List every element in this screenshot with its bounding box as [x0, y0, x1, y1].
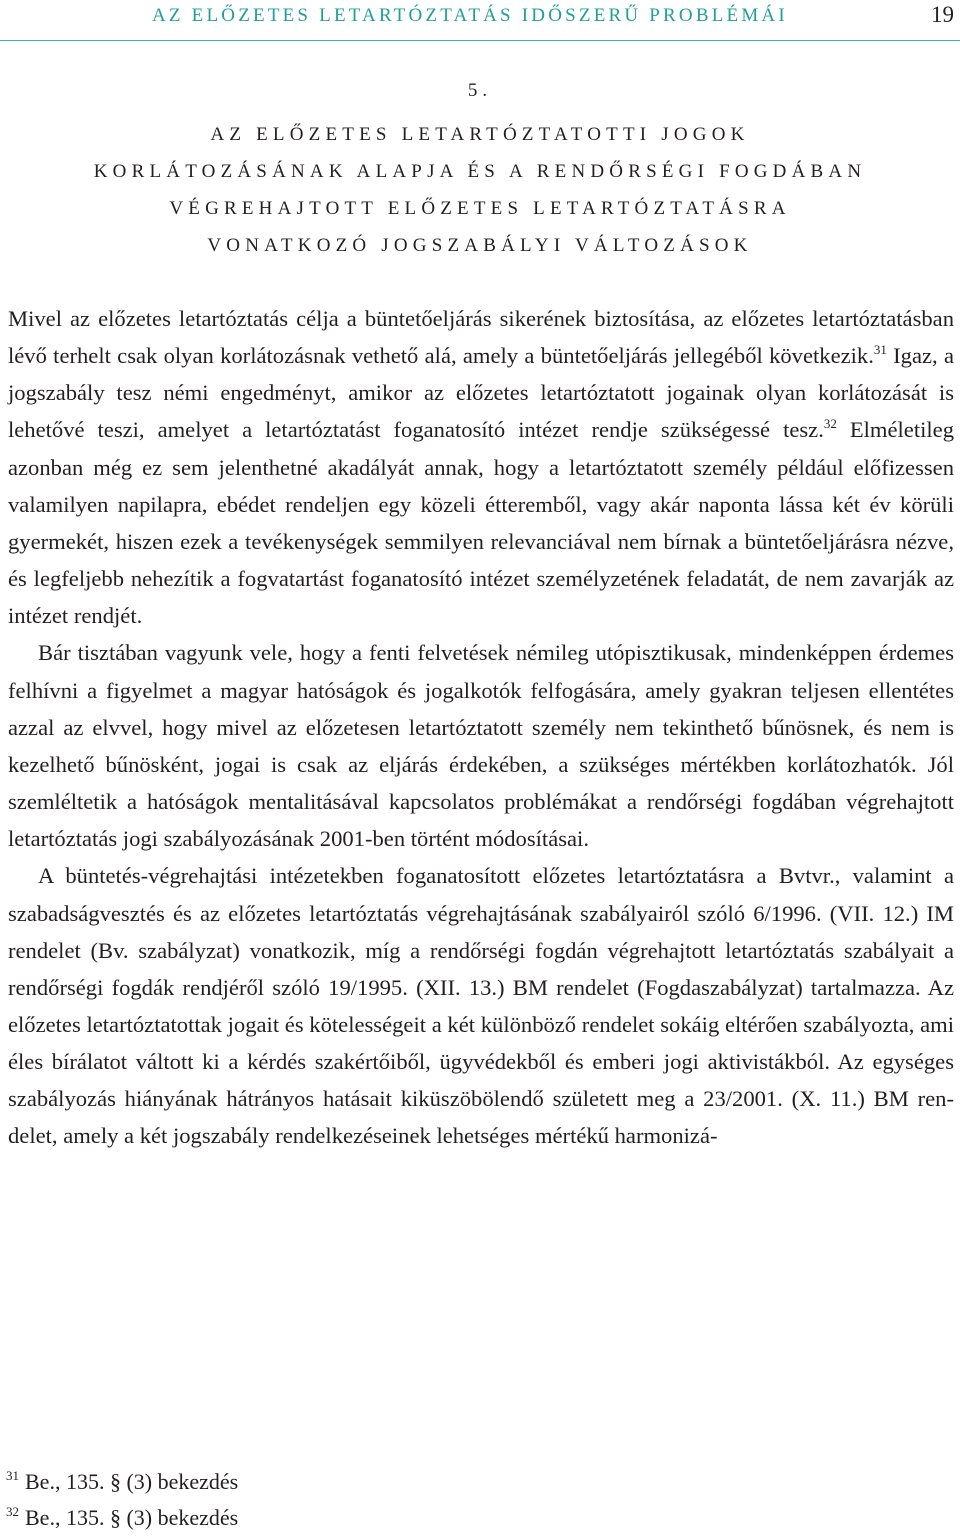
page-number: 19	[931, 2, 954, 27]
footnote-number: 31	[6, 1468, 19, 1483]
chapter-number: 5.	[467, 80, 493, 101]
footnotes	[6, 1464, 238, 1536]
chapter-title-line: KORLÁTOZÁSÁNAK ALAPJA ÉS A RENDŐRSÉGI FOGDÁBAN	[93, 161, 867, 182]
footnote-number: 32	[6, 1504, 19, 1519]
chapter-title	[0, 116, 960, 264]
footnote	[6, 1464, 238, 1500]
footnote-text: Be., 135. § (3) bekezdés	[25, 1505, 239, 1530]
footnote-text: Be., 135. § (3) bekezdés	[25, 1469, 239, 1494]
chapter-title-line: AZ ELŐZETES LETARTÓZTATOTTI JOGOK	[210, 124, 750, 145]
paragraph-text: Mivel az előzetes letartóztatás célja a büntetőeljárás sikerének biztosítása, az előzetes letartóztatásban lévő terhelt csak olyan korlátozásnak vethető alá, amely a büntetőeljárás jellegéből következik.	[8, 306, 954, 369]
footnote-ref[interactable]: 32	[823, 416, 837, 432]
body-text	[8, 300, 954, 1155]
paragraph-text: Igaz, a jogszabály tesz némi engedményt, amikor az előzetes letartóztatott jogainak olyan korlátozását is lehetővé teszi, amelyet a letartóztatást foganatosító intézet rendje szükségessé tesz.	[8, 343, 954, 443]
paragraph	[8, 300, 954, 634]
footnote-ref[interactable]: 31	[873, 342, 887, 358]
chapter-title-line: VONATKOZÓ JOGSZABÁLYI VÁLTOZÁSOK	[207, 235, 753, 256]
footnote	[6, 1500, 238, 1536]
chapter-title-line: VÉGREHAJTOTT ELŐZETES LETARTÓZTATÁSRA	[169, 198, 791, 219]
paragraph-text: Elméletileg azonban még ez sem jelenthetné akadályát annak, hogy a letartóztatott személy például előfizessen valamilyen napilapra, ebédet rendeljen egy közeli étteremből, vagy akár naponta lássa két év körüli gyermekét, hiszen ezek a tevékenységek semmilyen relevanciával nem bírnak a büntetőeljárásra nézve, és legfeljebb nehezítik a fogvatartást foganatosító intézet személyzetének feladatát, de nem zavarják az intézet rendjét.	[8, 417, 954, 629]
running-title: AZ ELŐZETES LETARTÓZTATÁS IDŐSZERŰ PROBLÉMÁI	[152, 5, 788, 26]
paragraph: Bár tisztában vagyunk vele, hogy a fenti felvetések némileg utópisztikusak, mindenképpen érdemes felhívni a figyelmet a magyar hatóságok és jogalkotók felfogására, amely gyakran teljesen ellentétes azzal az elvvel, hogy mivel az előzetesen letartóztatott személy nem tekinthető bűnösnek, és nem is kezelhető bűnösként, jogai is csak az eljárás érdekében, a szükséges mértékben korlátozhatók. Jól szemléltetik a hatóságok mentalitásával kapcsolatos problémákat a rendőrségi fogdában végrehajtott letartóztatás jogi szabályozásának 2001-ben történt módosításai.	[8, 640, 954, 852]
paragraph: A büntetés-végrehajtási intézetekben foganatosított előzetes letartóztatásra a Bvtvr., valamint a szabadságvesztés és az előzetes letartóztatás végrehajtásának szabályairól szóló 6/1996. (VII. 12.) IM rendelet (Bv. szabályzat) vonatkozik, míg a rendőrségi fogdán végrehajtott letartóztatás szabályait a rendőrségi fogdák rendjéről szóló 19/1995. (XII. 13.) BM rendelet (Fogdaszabályzat) tartalmazza. Az előzetes letartóztatottak jogait és kötelességeit a két különböző rendelet sokáig eltérően szabályozta, ami éles bírálatot váltott ki a kérdés szakértőiből, ügyvédekből és emberi jogi aktivistákból. Az egységes szabályozás hiányának hátrányos hatásait kiküszöbölendő született meg a 23/2001. (X. 11.) BM rendelet, amely a két jogszabály rendelkezéseinek lehetséges mértékű harmonizá-	[8, 863, 954, 1149]
running-header	[0, 0, 960, 41]
